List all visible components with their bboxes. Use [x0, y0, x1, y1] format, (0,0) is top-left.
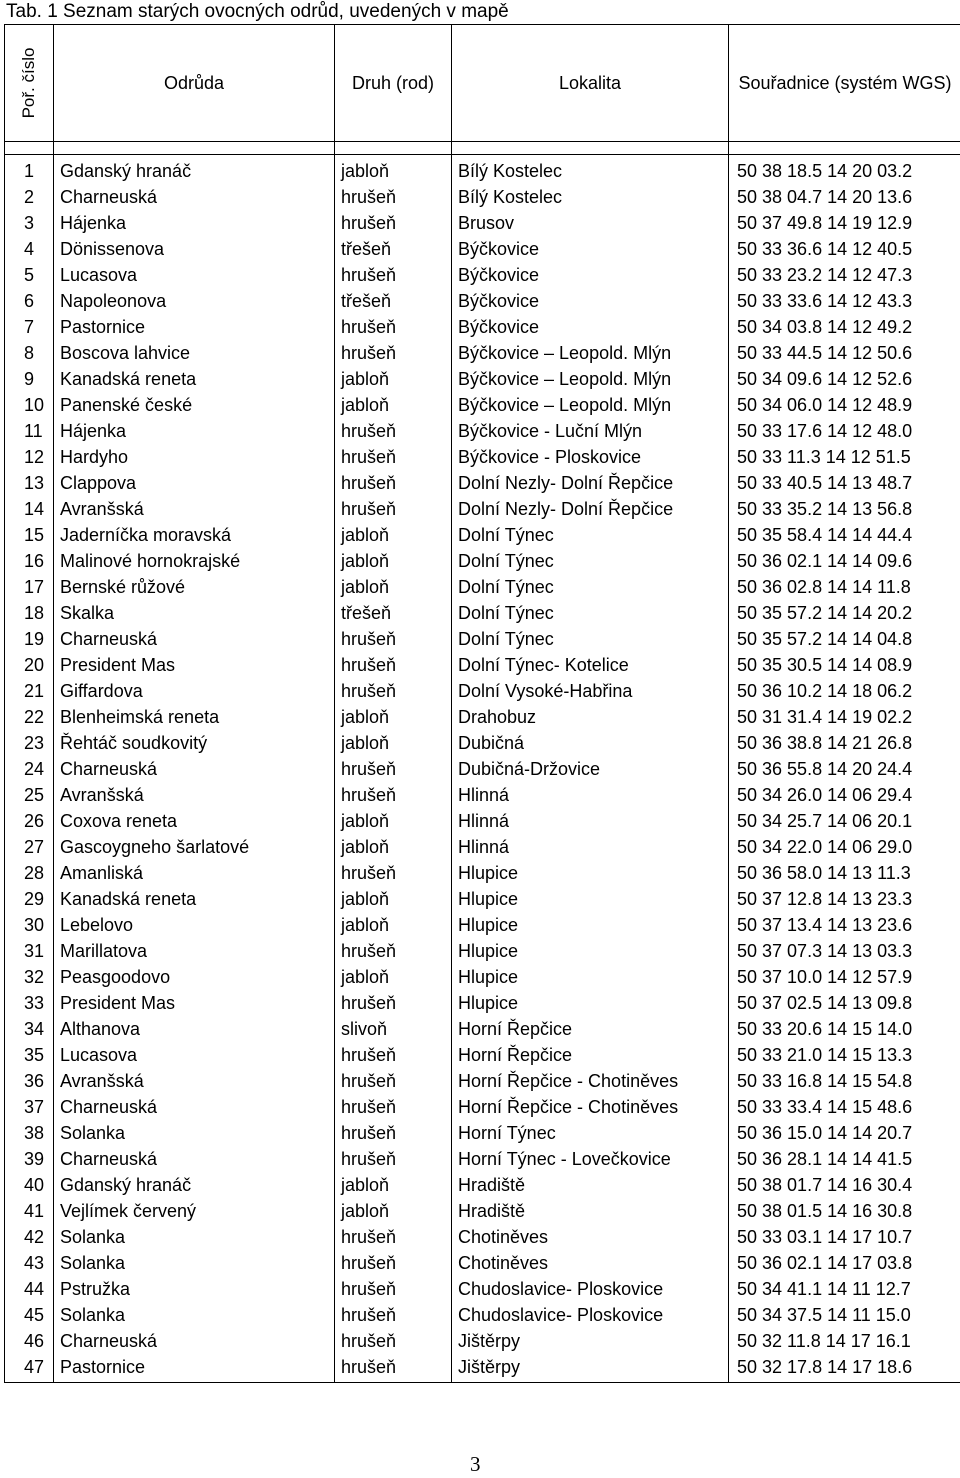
table-row [5, 756, 960, 782]
orchard-varieties-table [4, 24, 960, 1383]
row-number-cell: 31 [5, 938, 54, 964]
species-cell: hrušeň [335, 314, 452, 340]
locality-cell: Dolní Nezly- Dolní Řepčice [452, 496, 729, 522]
table-row [5, 1276, 960, 1302]
coordinates-cell: 50 33 20.6 14 15 14.0 [729, 1016, 960, 1042]
row-number-cell: 35 [5, 1042, 54, 1068]
variety-name-cell: Charneuská [54, 756, 335, 782]
variety-name-cell: Charneuská [54, 1328, 335, 1354]
species-cell: hrušeň [335, 938, 452, 964]
locality-cell: Býčkovice [452, 236, 729, 262]
coordinates-cell: 50 35 58.4 14 14 44.4 [729, 522, 960, 548]
locality-cell: Hradiště [452, 1172, 729, 1198]
spacer-cell [5, 142, 54, 155]
locality-cell: Jištěrpy [452, 1354, 729, 1383]
variety-name-cell: Althanova [54, 1016, 335, 1042]
species-cell: jabloň [335, 548, 452, 574]
locality-cell: Horní Řepčice [452, 1042, 729, 1068]
variety-name-cell: Hájenka [54, 418, 335, 444]
table-row [5, 340, 960, 366]
variety-name-cell: Hardyho [54, 444, 335, 470]
row-number-cell: 36 [5, 1068, 54, 1094]
variety-name-cell: Gascoygneho šarlatové [54, 834, 335, 860]
row-number-cell: 7 [5, 314, 54, 340]
variety-name-cell: Jaderníčka moravská [54, 522, 335, 548]
species-cell: jabloň [335, 808, 452, 834]
table-row [5, 626, 960, 652]
table-row [5, 1172, 960, 1198]
row-number-cell: 28 [5, 860, 54, 886]
species-cell: jabloň [335, 574, 452, 600]
species-cell: hrušeň [335, 1068, 452, 1094]
coordinates-cell: 50 36 55.8 14 20 24.4 [729, 756, 960, 782]
locality-cell: Dolní Týnec [452, 548, 729, 574]
variety-name-cell: Pstružka [54, 1276, 335, 1302]
header-species: Druh (rod) [335, 25, 452, 142]
coordinates-cell: 50 34 26.0 14 06 29.4 [729, 782, 960, 808]
table-row [5, 236, 960, 262]
variety-name-cell: Charneuská [54, 626, 335, 652]
coordinates-cell: 50 38 01.7 14 16 30.4 [729, 1172, 960, 1198]
coordinates-cell: 50 37 12.8 14 13 23.3 [729, 886, 960, 912]
variety-name-cell: Boscova lahvice [54, 340, 335, 366]
variety-name-cell: Blenheimská reneta [54, 704, 335, 730]
row-number-cell: 25 [5, 782, 54, 808]
row-number-cell: 45 [5, 1302, 54, 1328]
row-number-cell: 14 [5, 496, 54, 522]
species-cell: jabloň [335, 155, 452, 185]
coordinates-cell: 50 33 40.5 14 13 48.7 [729, 470, 960, 496]
coordinates-cell: 50 34 09.6 14 12 52.6 [729, 366, 960, 392]
species-cell: hrušeň [335, 990, 452, 1016]
table-row [5, 652, 960, 678]
spacer-cell [452, 142, 729, 155]
row-number-cell: 12 [5, 444, 54, 470]
species-cell: hrušeň [335, 1302, 452, 1328]
coordinates-cell: 50 37 13.4 14 13 23.6 [729, 912, 960, 938]
table-row [5, 1068, 960, 1094]
species-cell: hrušeň [335, 210, 452, 236]
species-cell: jabloň [335, 1198, 452, 1224]
locality-cell: Bílý Kostelec [452, 155, 729, 185]
variety-name-cell: Charneuská [54, 1094, 335, 1120]
locality-cell: Hlupice [452, 860, 729, 886]
species-cell: hrušeň [335, 678, 452, 704]
variety-name-cell: Solanka [54, 1302, 335, 1328]
row-number-cell: 27 [5, 834, 54, 860]
variety-name-cell: Napoleonova [54, 288, 335, 314]
locality-cell: Hlupice [452, 990, 729, 1016]
variety-name-cell: Solanka [54, 1250, 335, 1276]
header-coordinates: Souřadnice (systém WGS) [729, 25, 960, 142]
coordinates-cell: 50 31 31.4 14 19 02.2 [729, 704, 960, 730]
coordinates-cell: 50 33 17.6 14 12 48.0 [729, 418, 960, 444]
species-cell: třešeň [335, 236, 452, 262]
table-row [5, 938, 960, 964]
table-row [5, 1198, 960, 1224]
variety-name-cell: Solanka [54, 1224, 335, 1250]
spacer-cell [335, 142, 452, 155]
variety-name-cell: Skalka [54, 600, 335, 626]
coordinates-cell: 50 36 02.8 14 14 11.8 [729, 574, 960, 600]
coordinates-cell: 50 34 03.8 14 12 49.2 [729, 314, 960, 340]
coordinates-cell: 50 37 49.8 14 19 12.9 [729, 210, 960, 236]
coordinates-cell: 50 33 11.3 14 12 51.5 [729, 444, 960, 470]
coordinates-cell: 50 32 11.8 14 17 16.1 [729, 1328, 960, 1354]
table-row [5, 1042, 960, 1068]
species-cell: hrušeň [335, 1328, 452, 1354]
row-number-cell: 42 [5, 1224, 54, 1250]
table-row [5, 155, 960, 185]
locality-cell: Horní Týnec [452, 1120, 729, 1146]
species-cell: jabloň [335, 964, 452, 990]
table-row [5, 1016, 960, 1042]
variety-name-cell: Malinové hornokrajské [54, 548, 335, 574]
table-row [5, 470, 960, 496]
locality-cell: Hlupice [452, 964, 729, 990]
row-number-cell: 5 [5, 262, 54, 288]
table-body [5, 155, 960, 1383]
locality-cell: Dolní Nezly- Dolní Řepčice [452, 470, 729, 496]
variety-name-cell: Gdanský hranáč [54, 155, 335, 185]
table-row [5, 1302, 960, 1328]
locality-cell: Býčkovice [452, 262, 729, 288]
locality-cell: Jištěrpy [452, 1328, 729, 1354]
locality-cell: Býčkovice [452, 314, 729, 340]
coordinates-cell: 50 33 33.4 14 15 48.6 [729, 1094, 960, 1120]
coordinates-cell: 50 34 25.7 14 06 20.1 [729, 808, 960, 834]
coordinates-cell: 50 36 38.8 14 21 26.8 [729, 730, 960, 756]
locality-cell: Chudoslavice- Ploskovice [452, 1276, 729, 1302]
species-cell: jabloň [335, 522, 452, 548]
species-cell: jabloň [335, 1172, 452, 1198]
coordinates-cell: 50 35 57.2 14 14 04.8 [729, 626, 960, 652]
coordinates-cell: 50 36 10.2 14 18 06.2 [729, 678, 960, 704]
species-cell: hrušeň [335, 1120, 452, 1146]
coordinates-cell: 50 33 36.6 14 12 40.5 [729, 236, 960, 262]
species-cell: hrušeň [335, 1354, 452, 1383]
table-row [5, 1120, 960, 1146]
locality-cell: Býčkovice – Leopold. Mlýn [452, 340, 729, 366]
species-cell: hrušeň [335, 626, 452, 652]
variety-name-cell: Vejlímek červený [54, 1198, 335, 1224]
locality-cell: Dubičná [452, 730, 729, 756]
locality-cell: Hlinná [452, 808, 729, 834]
row-number-cell: 4 [5, 236, 54, 262]
row-number-cell: 20 [5, 652, 54, 678]
table-row [5, 210, 960, 236]
coordinates-cell: 50 35 30.5 14 14 08.9 [729, 652, 960, 678]
row-number-cell: 18 [5, 600, 54, 626]
table-row [5, 834, 960, 860]
table-row [5, 1094, 960, 1120]
table-row [5, 184, 960, 210]
row-number-cell: 37 [5, 1094, 54, 1120]
variety-name-cell: Hájenka [54, 210, 335, 236]
locality-cell: Býčkovice – Leopold. Mlýn [452, 366, 729, 392]
table-row [5, 782, 960, 808]
species-cell: jabloň [335, 834, 452, 860]
coordinates-cell: 50 38 01.5 14 16 30.8 [729, 1198, 960, 1224]
row-number-cell: 30 [5, 912, 54, 938]
coordinates-cell: 50 33 21.0 14 15 13.3 [729, 1042, 960, 1068]
table-row [5, 912, 960, 938]
species-cell: hrušeň [335, 1042, 452, 1068]
coordinates-cell: 50 35 57.2 14 14 20.2 [729, 600, 960, 626]
row-number-cell: 39 [5, 1146, 54, 1172]
variety-name-cell: Giffardova [54, 678, 335, 704]
variety-name-cell: Panenské české [54, 392, 335, 418]
locality-cell: Dubičná-Držovice [452, 756, 729, 782]
variety-name-cell: Dönissenova [54, 236, 335, 262]
coordinates-cell: 50 36 58.0 14 13 11.3 [729, 860, 960, 886]
species-cell: hrušeň [335, 756, 452, 782]
table-row [5, 418, 960, 444]
row-number-cell: 33 [5, 990, 54, 1016]
species-cell: hrušeň [335, 1224, 452, 1250]
coordinates-cell: 50 32 17.8 14 17 18.6 [729, 1354, 960, 1383]
species-cell: jabloň [335, 730, 452, 756]
table-row [5, 730, 960, 756]
species-cell: hrušeň [335, 782, 452, 808]
variety-name-cell: Kanadská reneta [54, 886, 335, 912]
table-row [5, 548, 960, 574]
row-number-cell: 41 [5, 1198, 54, 1224]
species-cell: hrušeň [335, 1094, 452, 1120]
locality-cell: Drahobuz [452, 704, 729, 730]
locality-cell: Chotiněves [452, 1250, 729, 1276]
row-number-cell: 8 [5, 340, 54, 366]
coordinates-cell: 50 37 10.0 14 12 57.9 [729, 964, 960, 990]
coordinates-cell: 50 34 06.0 14 12 48.9 [729, 392, 960, 418]
row-number-cell: 24 [5, 756, 54, 782]
coordinates-cell: 50 33 33.6 14 12 43.3 [729, 288, 960, 314]
table-row [5, 990, 960, 1016]
table-row [5, 600, 960, 626]
row-number-cell: 2 [5, 184, 54, 210]
species-cell: hrušeň [335, 418, 452, 444]
table-row [5, 288, 960, 314]
species-cell: jabloň [335, 886, 452, 912]
table-row [5, 1354, 960, 1383]
locality-cell: Horní Týnec - Lovečkovice [452, 1146, 729, 1172]
variety-name-cell: Amanliská [54, 860, 335, 886]
variety-name-cell: Řehtáč soudkovitý [54, 730, 335, 756]
coordinates-cell: 50 36 02.1 14 17 03.8 [729, 1250, 960, 1276]
table-row [5, 392, 960, 418]
species-cell: jabloň [335, 366, 452, 392]
table-row [5, 808, 960, 834]
row-number-cell: 17 [5, 574, 54, 600]
header-number [5, 25, 54, 142]
coordinates-cell: 50 34 22.0 14 06 29.0 [729, 834, 960, 860]
coordinates-cell: 50 33 35.2 14 13 56.8 [729, 496, 960, 522]
coordinates-cell: 50 34 41.1 14 11 12.7 [729, 1276, 960, 1302]
variety-name-cell: Kanadská reneta [54, 366, 335, 392]
table-row [5, 262, 960, 288]
locality-cell: Horní Řepčice - Chotiněves [452, 1068, 729, 1094]
species-cell: hrušeň [335, 470, 452, 496]
table-row [5, 444, 960, 470]
locality-cell: Býčkovice – Leopold. Mlýn [452, 392, 729, 418]
table-row [5, 314, 960, 340]
row-number-cell: 22 [5, 704, 54, 730]
row-number-cell: 19 [5, 626, 54, 652]
locality-cell: Hradiště [452, 1198, 729, 1224]
locality-cell: Býčkovice [452, 288, 729, 314]
spacer-cell [54, 142, 335, 155]
species-cell: třešeň [335, 288, 452, 314]
row-number-cell: 26 [5, 808, 54, 834]
header-spacer-row [5, 142, 960, 155]
row-number-cell: 21 [5, 678, 54, 704]
locality-cell: Bílý Kostelec [452, 184, 729, 210]
row-number-cell: 3 [5, 210, 54, 236]
species-cell: hrušeň [335, 652, 452, 678]
header-variety: Odrůda [54, 25, 335, 142]
coordinates-cell: 50 37 07.3 14 13 03.3 [729, 938, 960, 964]
coordinates-cell: 50 38 18.5 14 20 03.2 [729, 155, 960, 185]
species-cell: hrušeň [335, 496, 452, 522]
table-row [5, 886, 960, 912]
species-cell: jabloň [335, 912, 452, 938]
locality-cell: Chudoslavice- Ploskovice [452, 1302, 729, 1328]
coordinates-cell: 50 33 03.1 14 17 10.7 [729, 1224, 960, 1250]
row-number-cell: 16 [5, 548, 54, 574]
row-number-cell: 38 [5, 1120, 54, 1146]
species-cell: hrušeň [335, 340, 452, 366]
variety-name-cell: Avranšská [54, 782, 335, 808]
locality-cell: Brusov [452, 210, 729, 236]
table-row [5, 860, 960, 886]
table-row [5, 1250, 960, 1276]
variety-name-cell: Lucasova [54, 1042, 335, 1068]
species-cell: hrušeň [335, 1146, 452, 1172]
coordinates-cell: 50 33 23.2 14 12 47.3 [729, 262, 960, 288]
table-row [5, 964, 960, 990]
row-number-cell: 23 [5, 730, 54, 756]
table-row [5, 574, 960, 600]
variety-name-cell: Avranšská [54, 496, 335, 522]
row-number-cell: 32 [5, 964, 54, 990]
species-cell: hrušeň [335, 184, 452, 210]
variety-name-cell: Clappova [54, 470, 335, 496]
variety-name-cell: President Mas [54, 990, 335, 1016]
variety-name-cell: Charneuská [54, 1146, 335, 1172]
locality-cell: Horní Řepčice [452, 1016, 729, 1042]
coordinates-cell: 50 38 04.7 14 20 13.6 [729, 184, 960, 210]
species-cell: slivoň [335, 1016, 452, 1042]
coordinates-cell: 50 34 37.5 14 11 15.0 [729, 1302, 960, 1328]
variety-name-cell: Avranšská [54, 1068, 335, 1094]
variety-name-cell: Pastornice [54, 314, 335, 340]
table-caption: Tab. 1 Seznam starých ovocných odrůd, uvedených v mapě [6, 1, 509, 22]
row-number-cell: 6 [5, 288, 54, 314]
species-cell: hrušeň [335, 860, 452, 886]
coordinates-cell: 50 33 44.5 14 12 50.6 [729, 340, 960, 366]
variety-name-cell: Coxova reneta [54, 808, 335, 834]
coordinates-cell: 50 36 28.1 14 14 41.5 [729, 1146, 960, 1172]
variety-name-cell: Lebelovo [54, 912, 335, 938]
table-row [5, 704, 960, 730]
row-number-cell: 11 [5, 418, 54, 444]
locality-cell: Hlupice [452, 938, 729, 964]
variety-name-cell: Pastornice [54, 1354, 335, 1383]
header-locality: Lokalita [452, 25, 729, 142]
species-cell: hrušeň [335, 444, 452, 470]
header-number-label: Poř. číslo [19, 47, 38, 119]
locality-cell: Hlinná [452, 834, 729, 860]
locality-cell: Horní Řepčice - Chotiněves [452, 1094, 729, 1120]
row-number-cell: 29 [5, 886, 54, 912]
species-cell: hrušeň [335, 262, 452, 288]
species-cell: hrušeň [335, 1276, 452, 1302]
species-cell: třešeň [335, 600, 452, 626]
locality-cell: Chotiněves [452, 1224, 729, 1250]
row-number-cell: 10 [5, 392, 54, 418]
locality-cell: Dolní Týnec [452, 574, 729, 600]
locality-cell: Hlupice [452, 912, 729, 938]
table-row [5, 496, 960, 522]
page-number: 3 [470, 1452, 481, 1476]
table-row [5, 1328, 960, 1354]
variety-name-cell: Solanka [54, 1120, 335, 1146]
variety-name-cell: Marillatova [54, 938, 335, 964]
variety-name-cell: Charneuská [54, 184, 335, 210]
locality-cell: Dolní Týnec- Kotelice [452, 652, 729, 678]
locality-cell: Dolní Vysoké-Habřina [452, 678, 729, 704]
locality-cell: Býčkovice - Ploskovice [452, 444, 729, 470]
row-number-cell: 15 [5, 522, 54, 548]
coordinates-cell: 50 33 16.8 14 15 54.8 [729, 1068, 960, 1094]
locality-cell: Býčkovice - Luční Mlýn [452, 418, 729, 444]
row-number-cell: 40 [5, 1172, 54, 1198]
locality-cell: Hlupice [452, 886, 729, 912]
row-number-cell: 34 [5, 1016, 54, 1042]
row-number-cell: 46 [5, 1328, 54, 1354]
row-number-cell: 43 [5, 1250, 54, 1276]
locality-cell: Dolní Týnec [452, 522, 729, 548]
table-row [5, 678, 960, 704]
table-row [5, 366, 960, 392]
row-number-cell: 9 [5, 366, 54, 392]
locality-cell: Dolní Týnec [452, 600, 729, 626]
row-number-cell: 44 [5, 1276, 54, 1302]
spacer-cell [729, 142, 960, 155]
coordinates-cell: 50 36 15.0 14 14 20.7 [729, 1120, 960, 1146]
locality-cell: Dolní Týnec [452, 626, 729, 652]
row-number-cell: 1 [5, 155, 54, 185]
variety-name-cell: Peasgoodovo [54, 964, 335, 990]
coordinates-cell: 50 36 02.1 14 14 09.6 [729, 548, 960, 574]
coordinates-cell: 50 37 02.5 14 13 09.8 [729, 990, 960, 1016]
table-row [5, 522, 960, 548]
species-cell: jabloň [335, 392, 452, 418]
variety-name-cell: Bernské růžové [54, 574, 335, 600]
variety-name-cell: Lucasova [54, 262, 335, 288]
locality-cell: Hlinná [452, 782, 729, 808]
row-number-cell: 13 [5, 470, 54, 496]
table-row [5, 1224, 960, 1250]
table-header-row [5, 25, 960, 142]
species-cell: jabloň [335, 704, 452, 730]
variety-name-cell: Gdanský hranáč [54, 1172, 335, 1198]
species-cell: hrušeň [335, 1250, 452, 1276]
table-row [5, 1146, 960, 1172]
variety-name-cell: President Mas [54, 652, 335, 678]
row-number-cell: 47 [5, 1354, 54, 1383]
